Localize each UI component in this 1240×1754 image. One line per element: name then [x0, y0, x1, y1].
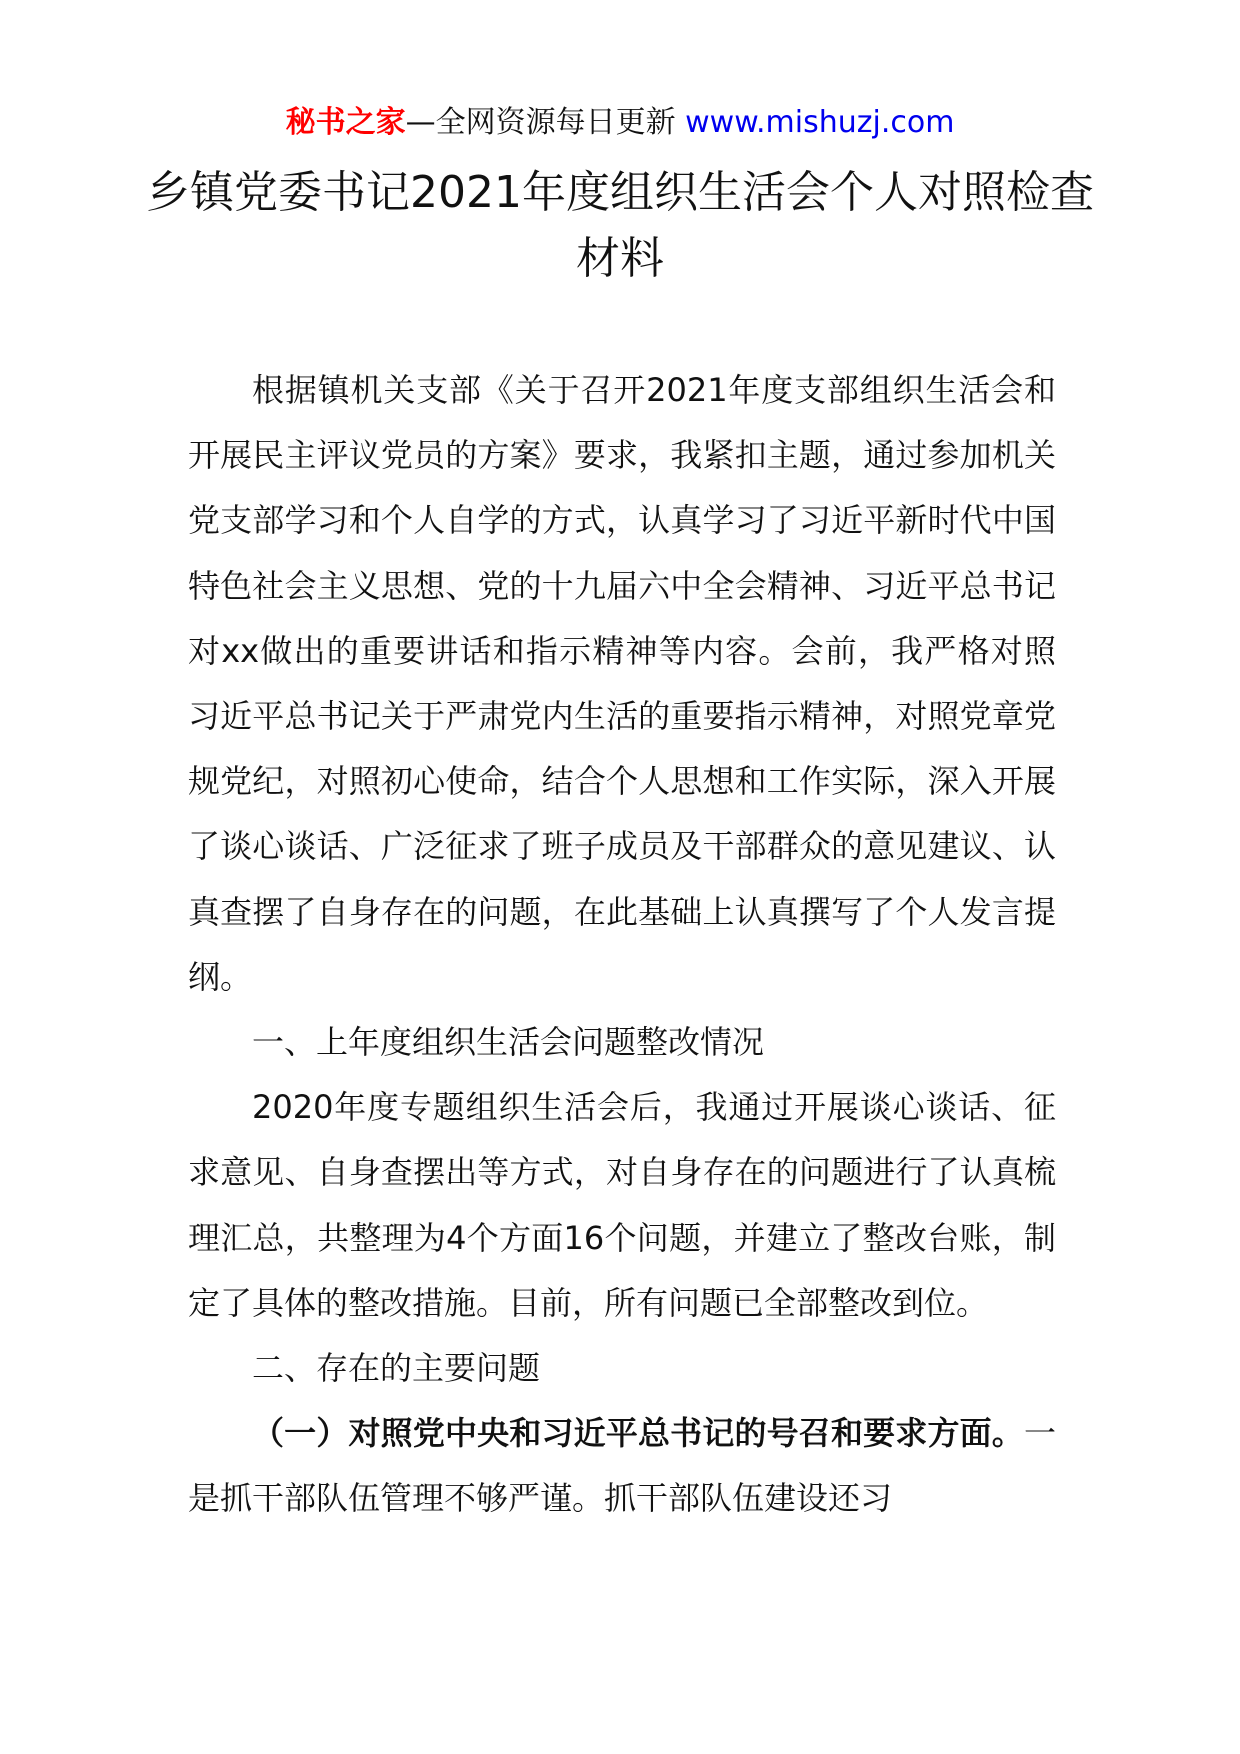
site-header — [0, 100, 1240, 146]
subsection-1-paragraph — [188, 1401, 1056, 1531]
section-1-paragraph: 2020年度专题组织生活会后，我通过开展谈心谈话、征求意见、自身查摆出等方式，对自身存在的问题进行了认真梳理汇总，共整理为4个方面16个问题，并建立了整改台账，制定了具体的整改措施。目前，所有问题已全部整改到位。 — [188, 1088, 1056, 1322]
subsection-1-heading: （一）对照党中央和习近平总书记的号召和要求方面。 — [252, 1414, 1024, 1453]
subsection-1-text: 一是抓干部队伍管理不够严谨。抓干部队伍建设还习 — [188, 1414, 1056, 1518]
document-title: 乡镇党委书记2021年度组织生活会个人对照检查材料 — [146, 167, 1094, 284]
header-tagline: —全网资源每日更新 — [405, 105, 686, 140]
intro-paragraph: 根据镇机关支部《关于召开2021年度支部组织生活会和开展民主评议党员的方案》要求，我紧扣主题，通过参加机关党支部学习和个人自学的方式，认真学习了习近平新时代中国特色社会主义思想、党的十九届六中全会精神、习近平总书记对xx做出的重要讲话和指示精神等内容。会前，我严格对照习近平总书记关于严肃党内生活的重要指示精神，对照党章党规党纪，对照初心使命，结合个人思想和工作实际，深入开展了谈心谈话、广泛征求了班子成员及干部群众的意见建议、认真查摆了自身存在的问题，在此基础上认真撰写了个人发言提纲。 — [188, 371, 1056, 996]
section-1-heading: 一、上年度组织生活会问题整改情况 — [252, 1023, 765, 1062]
document-body — [188, 358, 1056, 1532]
section-2-heading: 二、存在的主要问题 — [252, 1349, 541, 1388]
brand-name: 秘书之家 — [285, 105, 406, 140]
site-url-link[interactable]: www.mishuzj.com — [685, 105, 955, 140]
